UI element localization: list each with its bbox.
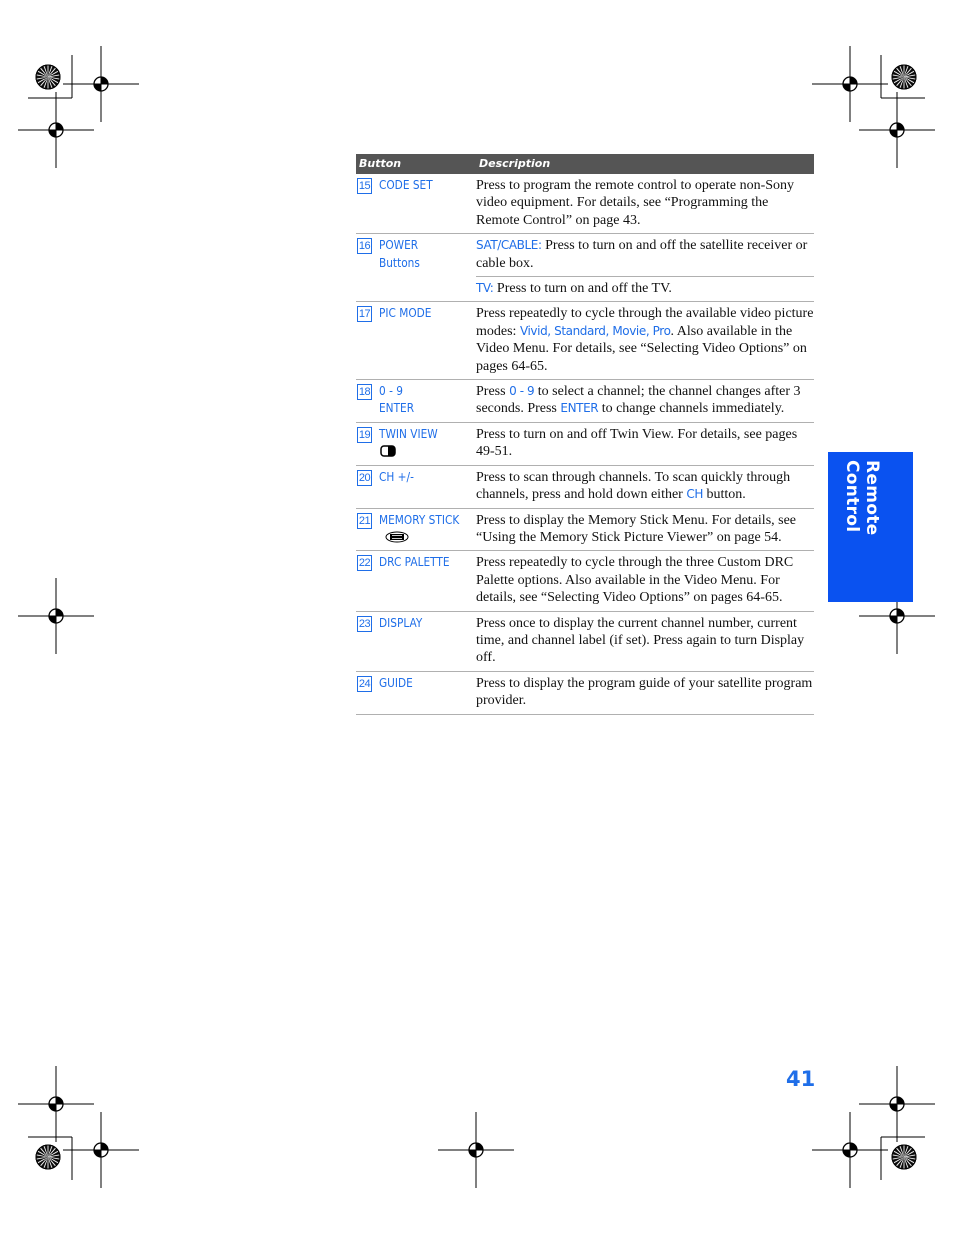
button-name: POWER <box>379 238 419 253</box>
description-cell <box>476 423 814 465</box>
table-row <box>356 302 814 380</box>
registration-target-icon <box>63 46 139 122</box>
description-cell <box>476 302 814 379</box>
text-segment: Press to turn on and off the TV. <box>493 281 672 297</box>
table-row <box>356 380 814 423</box>
text-segment: Press to display the program guide of your satellite program provider. <box>476 675 813 709</box>
description-cell <box>476 551 814 610</box>
description-text <box>476 551 814 610</box>
registration-target-icon <box>18 578 94 654</box>
description-text <box>476 276 814 301</box>
description-text <box>476 302 814 379</box>
button-cell <box>356 234 476 301</box>
callout-number: 15 <box>358 180 371 192</box>
button-name: CODE SET <box>379 178 433 192</box>
table-body <box>356 174 814 715</box>
callout-number: 17 <box>358 308 371 321</box>
table-row <box>356 612 814 672</box>
header-description: Description <box>479 157 551 170</box>
text-segment: . Also available in the Video Menu. For details, see “Selecting Video Options” on pages 64-65. <box>476 323 807 374</box>
button-cell <box>356 380 476 422</box>
description-cell <box>476 509 814 551</box>
callout-number: 24 <box>358 677 371 690</box>
page-number: 41 <box>786 1067 816 1091</box>
button-name: MEMORY STICK <box>379 512 460 527</box>
description-text <box>476 612 814 671</box>
color-bar-icon <box>892 1145 916 1169</box>
color-bar-icon <box>36 65 60 89</box>
button-name: ENTER <box>379 401 415 416</box>
table-row <box>356 509 814 552</box>
table-header <box>356 154 814 174</box>
description-cell <box>476 234 814 301</box>
callout-number: 22 <box>358 557 371 570</box>
description-cell <box>476 466 814 508</box>
table-row <box>356 423 814 466</box>
text-segment: Press to turn on and off Twin View. For details, see pages 49-51. <box>476 426 798 460</box>
text-segment: Press to scan through channels. To scan quickly through channels, press and hold down either <box>476 469 791 503</box>
description-cell <box>476 612 814 671</box>
text-segment: Press once to display the current channel number, current time, and channel label (if set). Press again to turn Display off. <box>476 615 805 666</box>
callout-number: 21 <box>358 514 371 527</box>
description-text <box>476 672 814 714</box>
table-row <box>356 466 814 509</box>
registration-target-icon <box>859 92 935 168</box>
button-cell <box>356 672 476 714</box>
registration-target-icon <box>812 46 888 122</box>
description-text <box>476 466 814 508</box>
table-row <box>356 672 814 715</box>
color-bar-icon <box>36 1145 60 1169</box>
text-segment: Press to display the Memory Stick Menu. For details, see “Using the Memory Stick Picture Viewer” on page 54. <box>476 512 797 545</box>
registration-target-icon <box>438 1112 514 1188</box>
callout-number: 20 <box>358 471 371 484</box>
description-text <box>476 509 814 551</box>
twin-view-icon <box>380 444 476 458</box>
text-segment: to change channels immediately. <box>598 401 785 417</box>
button-cell <box>356 466 476 508</box>
description-text <box>476 234 814 276</box>
color-bar-icon <box>892 65 916 89</box>
highlighted-term: SAT/CABLE: <box>476 238 542 253</box>
callout-number: 18 <box>358 386 371 399</box>
button-cell <box>356 174 476 233</box>
button-name: PIC MODE <box>379 306 432 321</box>
button-cell <box>356 509 476 551</box>
button-cell <box>356 612 476 671</box>
registration-target-icon <box>812 1112 888 1188</box>
callout-number: 23 <box>358 617 371 630</box>
highlighted-term: 0 - 9 <box>509 384 535 399</box>
table-row <box>356 234 814 302</box>
button-cell <box>356 423 476 465</box>
button-name: 0 - 9 <box>379 384 403 399</box>
button-name: TWIN VIEW <box>379 426 438 441</box>
button-cell <box>356 302 476 379</box>
callout-number: 16 <box>358 240 371 253</box>
highlighted-term: TV: <box>476 281 494 296</box>
registration-target-icon <box>63 1112 139 1188</box>
highlighted-term: ENTER <box>560 401 599 416</box>
description-cell <box>476 672 814 714</box>
button-table <box>356 154 814 715</box>
button-name: CH +/- <box>379 469 414 484</box>
section-tab-label: Remote Control <box>842 460 882 536</box>
highlighted-term: Vivid, Standard, Movie, Pro <box>519 323 671 338</box>
button-cell <box>356 551 476 610</box>
registration-target-icon <box>18 92 94 168</box>
description-text <box>476 380 814 422</box>
description-cell <box>476 174 814 233</box>
button-name: Buttons <box>379 255 420 270</box>
button-name: DRC PALETTE <box>379 555 450 570</box>
description-text <box>476 174 814 233</box>
button-name: GUIDE <box>379 675 413 690</box>
registration-target-icon <box>18 1066 94 1142</box>
registration-target-icon <box>859 1066 935 1142</box>
table-row <box>356 174 814 234</box>
text-segment: Press <box>476 384 510 400</box>
description-cell <box>476 380 814 422</box>
text-segment: button. <box>702 487 746 503</box>
text-segment: to select a channel; the channel changes after 3 seconds. Press <box>476 384 801 417</box>
table-row <box>356 551 814 611</box>
text-segment: Press repeatedly to cycle through the three Custom DRC Palette options. Also available in the Video Menu. For details, see “Selecting Video Options” on pages 64-65. <box>476 555 794 606</box>
highlighted-term: CH <box>686 487 703 502</box>
callout-number: 19 <box>358 428 371 441</box>
memory-stick-icon <box>385 530 476 544</box>
text-segment: Press repeatedly to cycle through the available video picture modes: <box>476 306 814 339</box>
description-text <box>476 423 814 465</box>
header-button: Button <box>359 157 402 170</box>
text-segment: Press to program the remote control to operate non-Sony video equipment. For details, see “Programming the Remote Control” on page 43. <box>476 178 795 228</box>
section-tab <box>828 452 913 602</box>
button-name: DISPLAY <box>379 615 423 630</box>
text-segment: Press to turn on and off the satellite receiver or cable box. <box>476 238 808 271</box>
